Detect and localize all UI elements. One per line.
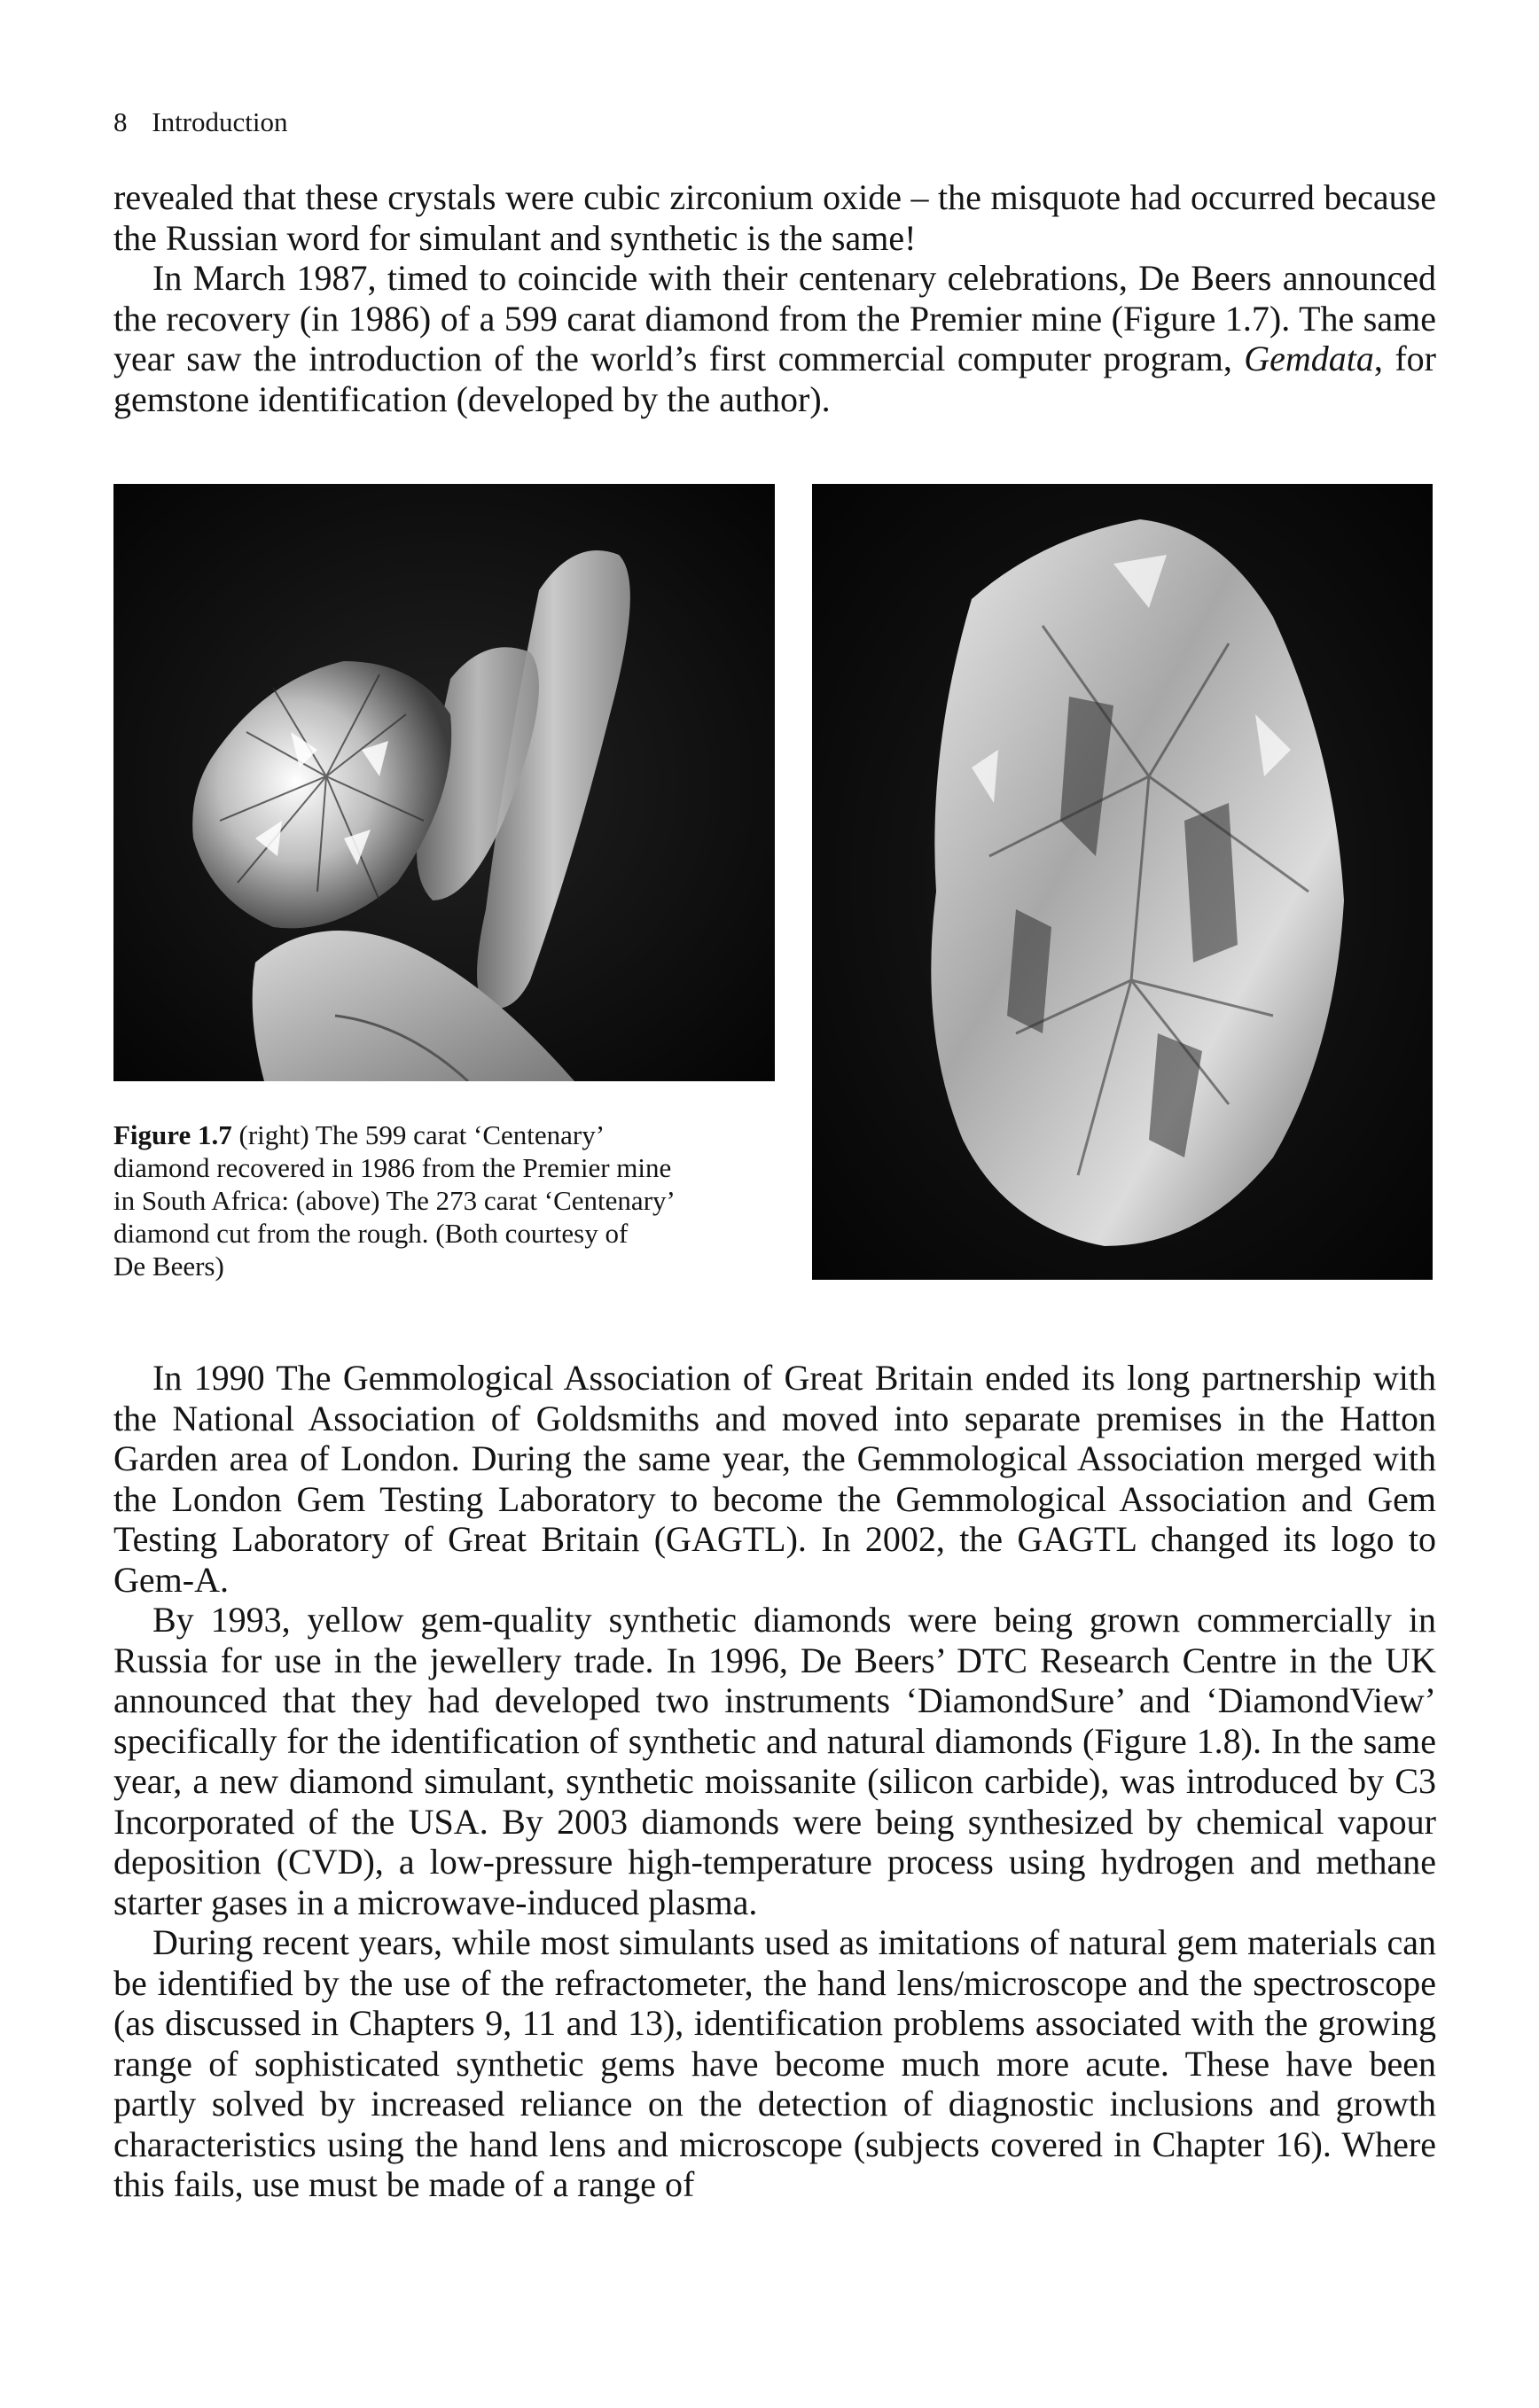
rough-diamond-photo (812, 484, 1433, 1280)
paragraph-1993: By 1993, yellow gem-quality synthetic diamonds were being grown commercially in Russia for use in the jewellery trade. In 1996, De Beers’ DTC Research Centre in the UK announced that they had developed two instruments ‘DiamondSure’ and ‘DiamondView’ specifically for the identification of synthetic and natural diamonds (Figure 1.8). In the same year, a new diamond simulant, synthetic moissanite (silicon carbide), was introduced by C3 Incorporated of the USA. By 2003 diamonds were being synthesized by chemical vapour deposition (CVD), a low-pressure high-temperature process using hydrogen and methane starter gases in a microwave-induced plasma. (113, 1600, 1436, 1922)
bottom-text-block (113, 1358, 1436, 2205)
caption-line (113, 1118, 787, 1151)
paragraph-recent-years: During recent years, while most simulants used as imitations of natural gem materials can be identified by the use of the refractometer, the hand lens/microscope and the spectroscope (as discussed in Chapters 9, 11 and 13), identification problems associated with the growing range of sophisticated synthetic gems have become much more acute. These have been partly solved by increased reliance on the detection of diagnostic inclusions and growth characteristics using the hand lens and microscope (subjects covered in Chapter 16). Where this fails, use must be made of a range of (113, 1922, 1436, 2204)
paragraph-march-1987 (113, 258, 1436, 419)
cut-diamond-photo (113, 484, 775, 1081)
caption-line: in South Africa: (above) The 273 carat ‘Centenary’ (113, 1185, 676, 1216)
gemdata-title: Gemdata (1244, 339, 1374, 378)
march-text-before: In March 1987, timed to coincide with their centenary celebrations, De Beers announced the recovery (in 1986) of a 599 carat diamond from the Premier mine (Figure 1.7). The same year saw the introduction of the world’s first commercial computer program, (113, 258, 1436, 378)
caption-text: (right) The 599 carat ‘Centenary’ (231, 1119, 605, 1150)
caption-line: diamond cut from the rough. (Both courtesy of (113, 1218, 629, 1249)
caption-line: diamond recovered in 1986 from the Premier mine (113, 1152, 672, 1183)
caption-line: De Beers) (113, 1251, 224, 1282)
figure-caption (113, 1118, 787, 1282)
cut-diamond-illustration (113, 484, 775, 1081)
paragraph-1990: In 1990 The Gemmological Association of Great Britain ended its long partnership with the National Association of Goldsmiths and moved into separate premises in the Hatton Garden area of London. During the same year, the Gemmological Association merged with the London Gem Testing Laboratory to become the Gemmological Association and Gem Testing Laboratory of Great Britain (GAGTL). In 2002, the GAGTL changed its logo to Gem-A. (113, 1358, 1436, 1600)
top-text-block (113, 177, 1436, 419)
march-text-after: , for gemstone identification (developed by the author). (113, 339, 1437, 419)
paragraph-continued: revealed that these crystals were cubic zirconium oxide – the misquote had occurred because the Russian word for simulant and synthetic is the same! (113, 177, 1436, 258)
page-number: 8 (113, 106, 128, 137)
figure-label: Figure 1.7 (113, 1119, 232, 1150)
rough-diamond-illustration (812, 484, 1433, 1280)
running-title: Introduction (152, 106, 288, 137)
running-header (113, 105, 288, 140)
